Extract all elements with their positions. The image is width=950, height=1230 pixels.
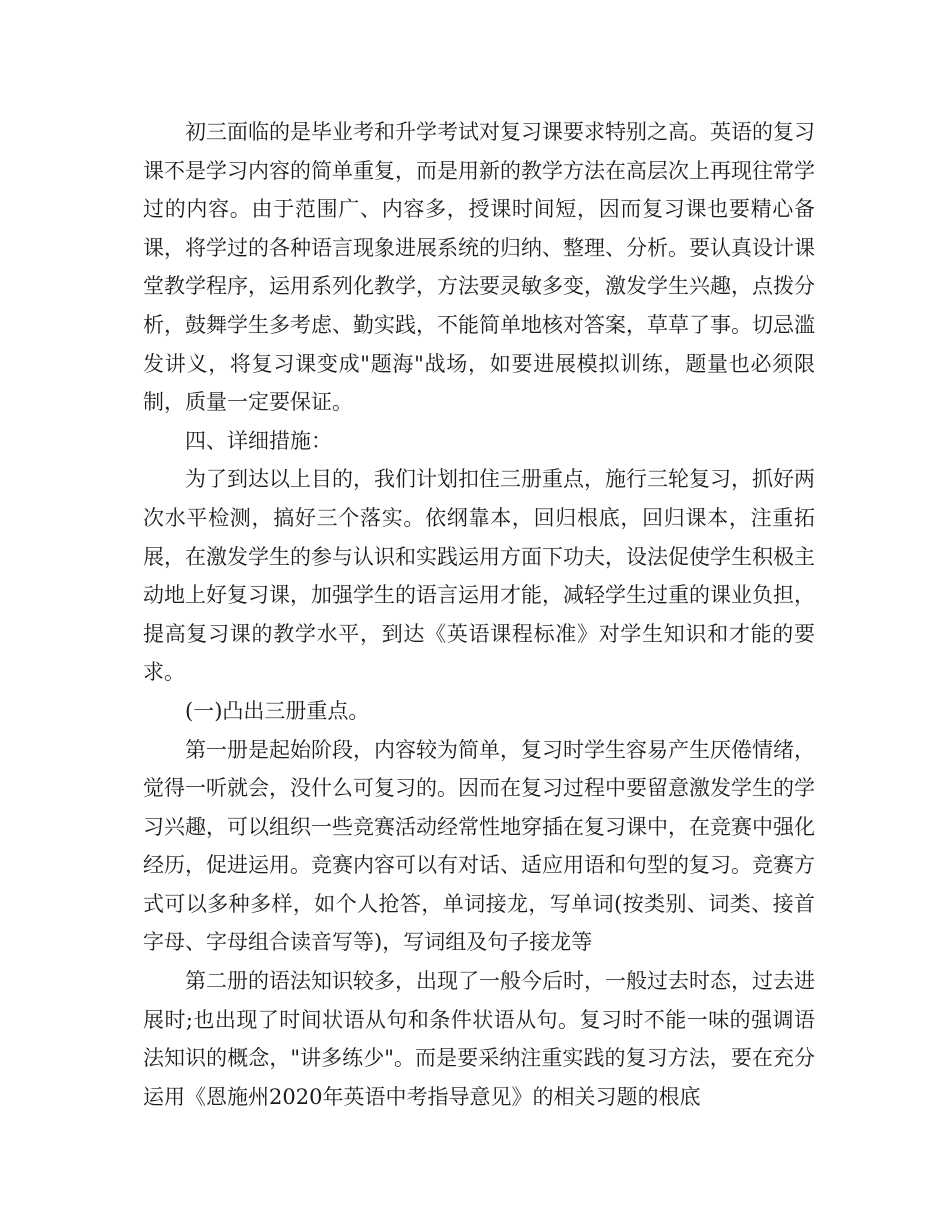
- paragraph-book-one: 第一册是起始阶段，内容较为简单，复习时学生容易产生厌倦情绪，觉得一听就会，没什么可复习的。因而在复习过程中要留意激发学生的学习兴趣，可以组织一些竞赛活动经常性地穿插在复习课中，在竞赛中强化经历，促进运用。竞赛内容可以有对话、适应用语和句型的复习。竞赛方式可以多种多样，如个人抢答，单词接龙，写单词(按类别、词类、接首字母、字母组合读音写等)，写词组及句子接龙等: [143, 737, 815, 955]
- document-body: [143, 113, 815, 1116]
- paragraph-measures-overview: 为了到达以上目的，我们计划扣住三册重点，施行三轮复习，抓好两次水平检测，搞好三个落实。依纲靠本，回归根底，回归课本，注重拓展，在激发学生的参与认识和实践运用方面下功夫，设法促使学生积极主动地上好复习课，加强学生的语言运用才能，减轻学生过重的课业负担，提高复习课的教学水平，到达《英语课程标准》对学生知识和才能的要求。: [143, 467, 815, 685]
- paragraph-review-requirements: 初三面临的是毕业考和升学考试对复习课要求特别之高。英语的复习课不是学习内容的简单重复，而是用新的教学方法在高层次上再现往常学过的内容。由于范围广、内容多，授课时间短，因而复习课也要精心备课，将学过的各种语言现象进展系统的归纳、整理、分析。要认真设计课堂教学程序，运用系列化教学，方法要灵敏多变，激发学生兴趣，点拨分析，鼓舞学生多考虑、勤实践，不能简单地核对答案，草草了事。切忌滥发讲义，将复习课变成"题海"战场，如要进展模拟训练，题量也必须限制，质量一定要保证。: [143, 120, 815, 415]
- subsection-heading-key-points: (一)凸出三册重点。: [185, 698, 370, 723]
- paragraph-book-two: 第二册的语法知识较多，出现了一般今后时，一般过去时态，过去进展时;也出现了时间状语从句和条件状语从句。复习时不能一味的强调语法知识的概念，"讲多练少"。而是要采纳注重实践的复习方法，要在充分运用《恩施州2020年英语中考指导意见》的相关习题的根底: [143, 969, 815, 1109]
- section-heading-measures: 四、详细措施：: [185, 428, 332, 453]
